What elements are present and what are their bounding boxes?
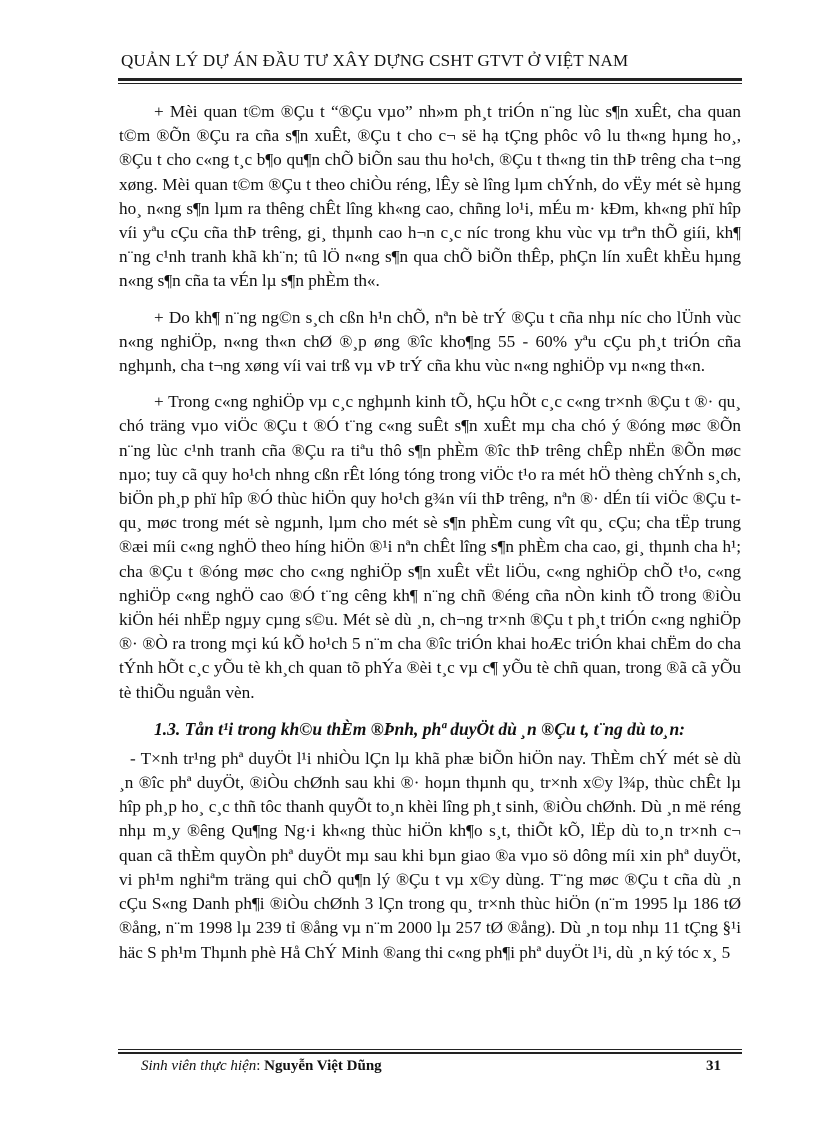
- page-footer: [141, 1058, 721, 1075]
- header-rule-thin: [118, 83, 742, 84]
- paragraph-1: + Mèi quan t©m ®Çu t “®Çu vµo” nh»m ph¸t triÓn n¨ng lùc s¶n xuÊt, cha quan t©m ®Õn ®Çu ra cña s¶n xuÊt, ®Çu t cho c¬ së hạ tÇng phôc vô lu th«ng hµng ho¸, ®Çu t cho c«ng t¸c b¶o qu¶n chÕ biÕn sau thu ho¹ch, ®Çu t th«ng tin thÞ trêng cha t¬ng xøng. Mèi quan t©m ®Çu t theo chiÒu réng, lÊy sè lîng lµm chÝnh, do vËy mét sè hµng ho¸ n«ng s¶n lµm ra thêng chÊt lîng kh«ng cao, chñng lo¹i, mÉu m· kÐm, kh«ng phï hîp víi yªu cÇu cña thÞ trêng, gi¸ thµnh cao h¬n c¸c níc trong khu vùc vµ trªn thÕ giíi, kh¶ n¨ng c¹nh tranh khã kh¨n; tû lÖ n«ng s¶n qua chÕ biÕn thÊp, phÇn lín xuÊt khÈu hµng n«ng s¶n cña ta vÉn lµ s¶n phÈm th«.: [119, 102, 741, 291]
- page-number: 31: [706, 1058, 721, 1074]
- footer-author-name: Nguyễn Việt Dũng: [264, 1058, 382, 1074]
- footer-rule-thin: [118, 1049, 742, 1050]
- footer-role: Sinh viên thực hiện: [141, 1058, 257, 1074]
- section-heading: 1.3. Tån t¹i trong kh©u thÈm ®Þnh, phª duyÖt dù ¸n ®Çu t, t¨ng dù to¸n:: [154, 718, 685, 739]
- paragraph-4: - T×nh tr¹ng phª duyÖt l¹i nhiÒu lÇn lµ khã phæ biÕn hiÖn nay. ThÈm chÝ mét sè dù ¸n ®îc phª duyÖt, ®iÒu chØnh sau khi ®· hoµn thµnh qu¸ tr×nh x©y l¾p, thùc chÊt lµ hîp ph¸p ho¸ c¸c thñ tôc thanh quyÕt to¸n khèi lîng ph¸t sinh, ®iÒu chØnh. Dù ¸n më réng nhµ m¸y ®êng Qu¶ng Ng·i kh«ng thùc hiÖn kh¶o s¸t, thiÕt kÕ, lËp dù to¸n tr×nh c¬ quan cã thÈm quyÒn phª duyÖt mµ sau khi bµn giao ®a vµo sö dông míi xin phª duyÖt, vi ph¹m nghiªm träng qui chÕ qu¶n lý ®Çu t vµ x©y dùng. T¨ng møc ®Çu t cña dù ¸n cÇu S«ng Danh ph¶i ®iÒu chØnh 3 lÇn trong qu¸ tr×nh thùc hiÖn (n¨m 1995 lµ 186 tØ ®ång, n¨m 1998 lµ 239 tỉ ®ång vµ n¨m 2000 lµ 257 tØ ®ång). Dù ¸n toµ nhµ 11 tÇng §¹i häc S ph¹m Thµnh phè Hå ChÝ Minh ®ang thi c«ng ph¶i phª duyÖt l¹i, dù ¸n ký tóc x¸ 5: [119, 748, 741, 962]
- paragraph-2: + Do kh¶ n¨ng ng©n s¸ch cßn h¹n chÕ, nªn bè trÝ ®Çu t cña nhµ níc cho lÜnh vùc n«ng nghiÖp, n«ng th«n chØ ®¸p øng ®îc kho¶ng 55 - 60% yªu cÇu ph¸t triÓn cña nghµnh, cha t¬ng xøng víi vai trß vµ vÞ trÝ cña khu vùc n«ng nghiÖp vµ n«ng th«n.: [119, 307, 741, 376]
- header-rule-thick: [118, 78, 742, 81]
- footer-separator: :: [256, 1058, 265, 1074]
- page-body: [119, 100, 741, 965]
- paragraph-3: + Trong c«ng nghiÖp vµ c¸c nghµnh kinh tÕ, hÇu hÕt c¸c c«ng tr×nh ®Çu t ®· qu¸ chó träng vµo viÖc ®Çu t ®Ó t¨ng c«ng suÊt s¶n xuÊt mµ cha chó ý ®óng møc ®Õn n¨ng lùc c¹nh tranh cña ®Çu ra tiªu thô s¶n phÈm ®îc thÞ trêng chÊp nhËn ®Õn møc nµo; tuy cã quy ho¹ch nhng cßn rÊt lóng tóng trong viÖc t¹o ra mét hÖ thèng chÝnh s¸ch, biÖn ph¸p phï hîp ®Ó thùc hiÖn quy ho¹ch g¾n víi thÞ trêng, nªn ®· dÉn tíi viÖc ®Çu t qu¸ møc trong mét sè ngµnh, lµm cho mét sè s¶n phÈm cung vît qu¸ cÇu; cha tËp trung ®æi míi c«ng nghÖ theo híng hiÖn ®¹i nªn chÊt lîng s¶n phÈm cha cao, gi¸ thµnh cha h¹; cha ®Çu t ®óng møc cho c«ng nghiÖp s¶n xuÊt vËt liÖu, c«ng nghiÖp chÕ t¹o, c«ng nghiÖp c«ng nghÖ cao ®Ó t¨ng cêng kh¶ n¨ng chñ ®éng cña nÒn kinh tÕ trong ®iÒu kiÖn héi nhËp ngµy cµng s©u. Mét sè dù ¸n, ch¬ng tr×nh ®Çu t ph¸t triÓn c«ng nghiÖp ®· ®Ò ra trong mçi kú kÕ ho¹ch 5 n¨m cha ®îc triÓn khai hoÆc triÓn khai chËm do cha tÝnh hÕt c¸c yÕu tè kh¸ch quan tõ phÝa ®èi t¸c vµ c¶ yÕu tè chñ quan, trong ®ã cã yÕu tè thiÕu nguån vèn.: [119, 392, 741, 702]
- running-header: QUẢN LÝ DỰ ÁN ĐẦU TƯ XÂY DỰNG CSHT GTVT Ở VIỆT NAM: [121, 51, 629, 70]
- footer-rule-thick: [118, 1052, 742, 1054]
